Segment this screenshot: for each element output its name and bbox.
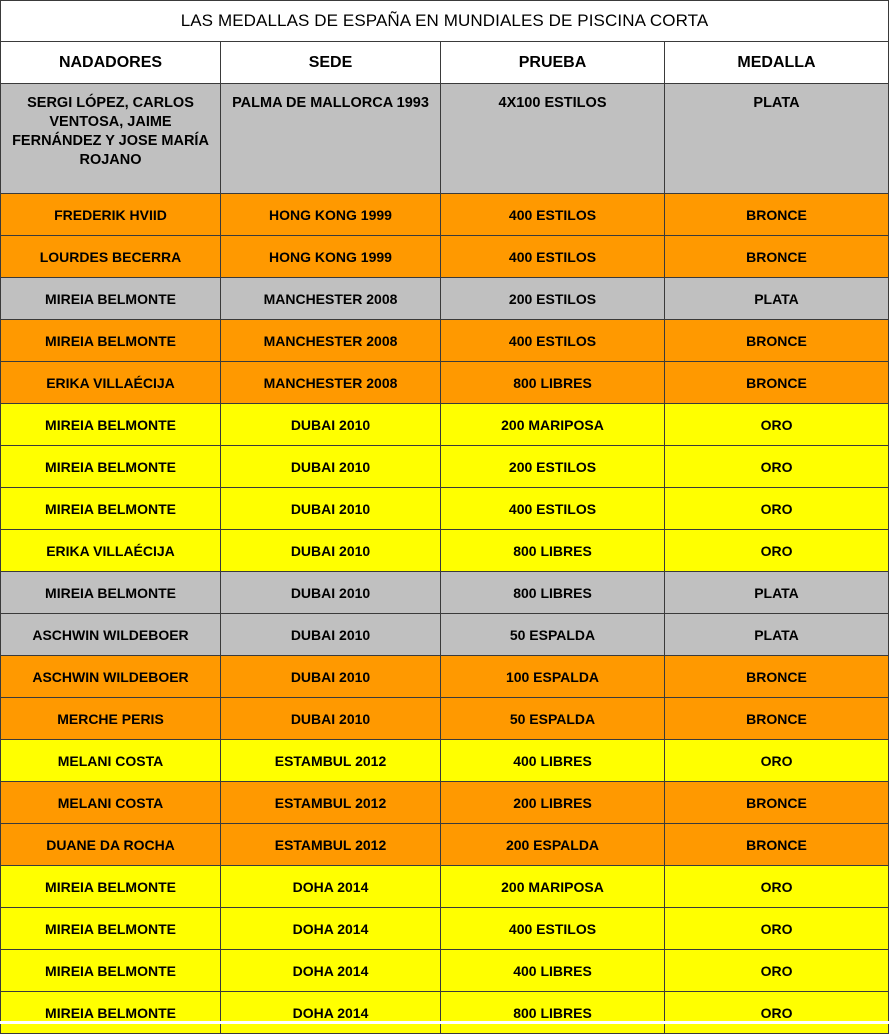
cell-prueba: 800 LIBRES <box>441 530 665 572</box>
table-row <box>1 950 889 992</box>
cell-sede: ESTAMBUL 2012 <box>221 782 441 824</box>
cell-medalla: BRONCE <box>665 320 889 362</box>
table-title: LAS MEDALLAS DE ESPAÑA EN MUNDIALES DE PISCINA CORTA <box>1 1 889 42</box>
cell-sede: HONG KONG 1999 <box>221 236 441 278</box>
cell-sede: DUBAI 2010 <box>221 698 441 740</box>
cell-nadadores: MIREIA BELMONTE <box>1 866 221 908</box>
cell-sede: DOHA 2014 <box>221 866 441 908</box>
cell-sede: DUBAI 2010 <box>221 404 441 446</box>
cell-sede: PALMA DE MALLORCA 1993 <box>221 84 441 194</box>
header-row <box>1 42 889 84</box>
cell-nadadores: MIREIA BELMONTE <box>1 404 221 446</box>
cell-prueba: 400 ESTILOS <box>441 488 665 530</box>
cell-prueba: 800 LIBRES <box>441 572 665 614</box>
cell-medalla: PLATA <box>665 278 889 320</box>
cell-medalla: BRONCE <box>665 824 889 866</box>
cell-medalla: PLATA <box>665 614 889 656</box>
cell-medalla: ORO <box>665 740 889 782</box>
cell-nadadores: MIREIA BELMONTE <box>1 446 221 488</box>
cell-nadadores: MIREIA BELMONTE <box>1 278 221 320</box>
cell-prueba: 400 LIBRES <box>441 950 665 992</box>
cell-medalla: ORO <box>665 446 889 488</box>
header-medalla: MEDALLA <box>665 42 889 84</box>
cell-sede: ESTAMBUL 2012 <box>221 824 441 866</box>
cell-medalla: ORO <box>665 866 889 908</box>
cell-prueba: 200 MARIPOSA <box>441 866 665 908</box>
table-row <box>1 278 889 320</box>
cell-nadadores: DUANE DA ROCHA <box>1 824 221 866</box>
cell-nadadores: MIREIA BELMONTE <box>1 320 221 362</box>
cell-prueba: 400 ESTILOS <box>441 908 665 950</box>
cell-prueba: 200 ESTILOS <box>441 446 665 488</box>
cell-medalla: BRONCE <box>665 656 889 698</box>
header-nadadores: NADADORES <box>1 42 221 84</box>
table-row <box>1 404 889 446</box>
cell-prueba: 800 LIBRES <box>441 992 665 1034</box>
cell-medalla: ORO <box>665 950 889 992</box>
cell-nadadores: ASCHWIN WILDEBOER <box>1 614 221 656</box>
cell-nadadores: ERIKA VILLAÉCIJA <box>1 362 221 404</box>
cell-medalla: BRONCE <box>665 236 889 278</box>
cell-sede: MANCHESTER 2008 <box>221 278 441 320</box>
cell-sede: DUBAI 2010 <box>221 530 441 572</box>
cell-sede: MANCHESTER 2008 <box>221 362 441 404</box>
table-row <box>1 698 889 740</box>
table-row <box>1 866 889 908</box>
cell-sede: DUBAI 2010 <box>221 488 441 530</box>
table-body <box>1 84 889 1034</box>
cell-prueba: 50 ESPALDA <box>441 614 665 656</box>
header-sede: SEDE <box>221 42 441 84</box>
cell-nadadores: MIREIA BELMONTE <box>1 992 221 1034</box>
cell-medalla: BRONCE <box>665 782 889 824</box>
table-row <box>1 572 889 614</box>
cell-nadadores: FREDERIK HVIID <box>1 194 221 236</box>
cell-prueba: 4X100 ESTILOS <box>441 84 665 194</box>
table-row <box>1 320 889 362</box>
cell-sede: DUBAI 2010 <box>221 656 441 698</box>
table-row <box>1 530 889 572</box>
cell-nadadores: MERCHE PERIS <box>1 698 221 740</box>
cell-nadadores: MELANI COSTA <box>1 740 221 782</box>
table-row <box>1 446 889 488</box>
cell-medalla: ORO <box>665 530 889 572</box>
cell-sede: DOHA 2014 <box>221 950 441 992</box>
cell-nadadores: MIREIA BELMONTE <box>1 488 221 530</box>
cell-nadadores: MIREIA BELMONTE <box>1 908 221 950</box>
cell-sede: DUBAI 2010 <box>221 614 441 656</box>
table-row <box>1 740 889 782</box>
cell-prueba: 200 LIBRES <box>441 782 665 824</box>
cell-prueba: 400 ESTILOS <box>441 320 665 362</box>
cell-medalla: ORO <box>665 992 889 1034</box>
cell-nadadores: SERGI LÓPEZ, CARLOS VENTOSA, JAIME FERNÁNDEZ Y JOSE MARÍA ROJANO <box>1 84 221 194</box>
cell-sede: DUBAI 2010 <box>221 446 441 488</box>
cell-prueba: 50 ESPALDA <box>441 698 665 740</box>
table-row <box>1 824 889 866</box>
cell-sede: MANCHESTER 2008 <box>221 320 441 362</box>
cell-nadadores: ERIKA VILLAÉCIJA <box>1 530 221 572</box>
cell-nadadores: MIREIA BELMONTE <box>1 572 221 614</box>
cell-medalla: BRONCE <box>665 698 889 740</box>
table-row <box>1 488 889 530</box>
cell-medalla: ORO <box>665 404 889 446</box>
cell-prueba: 400 ESTILOS <box>441 236 665 278</box>
cell-prueba: 400 ESTILOS <box>441 194 665 236</box>
cell-prueba: 800 LIBRES <box>441 362 665 404</box>
table-row <box>1 236 889 278</box>
cell-prueba: 400 LIBRES <box>441 740 665 782</box>
cell-nadadores: ASCHWIN WILDEBOER <box>1 656 221 698</box>
cell-nadadores: MIREIA BELMONTE <box>1 950 221 992</box>
cell-sede: ESTAMBUL 2012 <box>221 740 441 782</box>
cell-prueba: 100 ESPALDA <box>441 656 665 698</box>
table-row <box>1 908 889 950</box>
table-row <box>1 84 889 194</box>
cell-nadadores: LOURDES BECERRA <box>1 236 221 278</box>
cell-medalla: PLATA <box>665 572 889 614</box>
header-prueba: PRUEBA <box>441 42 665 84</box>
cell-prueba: 200 MARIPOSA <box>441 404 665 446</box>
cell-prueba: 200 ESTILOS <box>441 278 665 320</box>
cell-medalla: ORO <box>665 908 889 950</box>
table-row <box>1 782 889 824</box>
cell-nadadores: MELANI COSTA <box>1 782 221 824</box>
table-row <box>1 362 889 404</box>
cell-sede: HONG KONG 1999 <box>221 194 441 236</box>
table-row <box>1 614 889 656</box>
title-row <box>1 1 889 42</box>
cell-medalla: PLATA <box>665 84 889 194</box>
table-row <box>1 194 889 236</box>
cell-medalla: BRONCE <box>665 362 889 404</box>
cell-sede: DUBAI 2010 <box>221 572 441 614</box>
cell-prueba: 200 ESPALDA <box>441 824 665 866</box>
cell-sede: DOHA 2014 <box>221 908 441 950</box>
table-row <box>1 992 889 1034</box>
cell-medalla: ORO <box>665 488 889 530</box>
cell-medalla: BRONCE <box>665 194 889 236</box>
cell-sede: DOHA 2014 <box>221 992 441 1034</box>
table-row <box>1 656 889 698</box>
